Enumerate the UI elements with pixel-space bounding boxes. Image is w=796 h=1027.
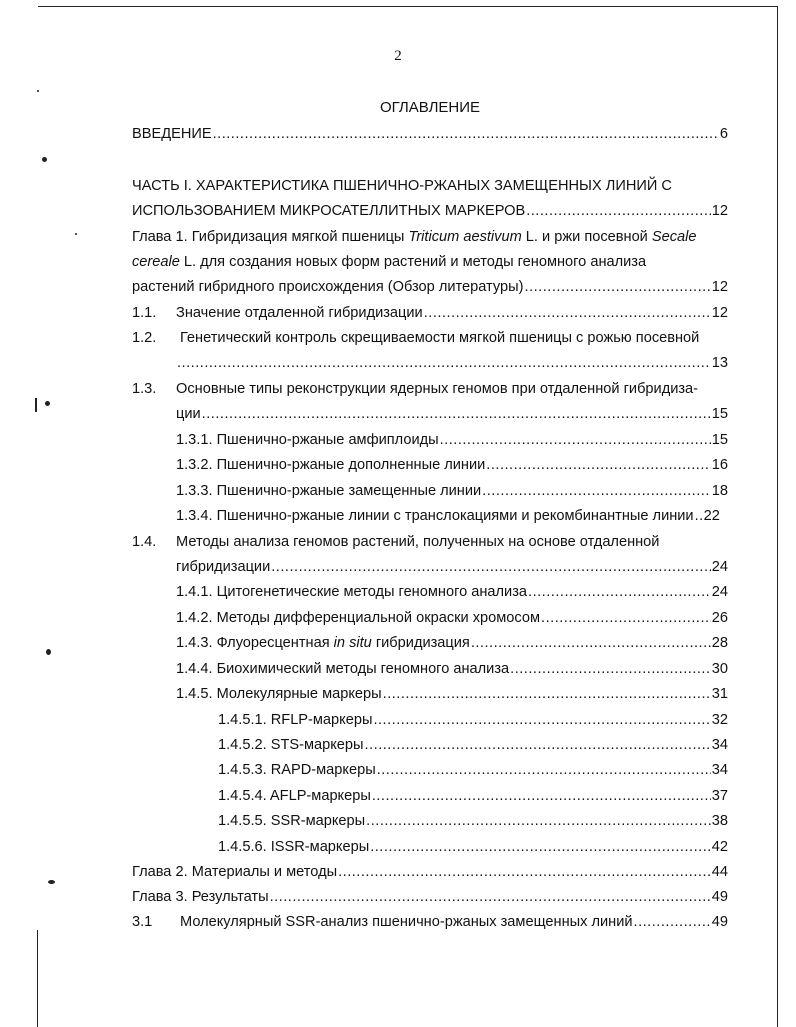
toc-entry-text: растений гибридного происхождения (Обзор литературы) — [132, 279, 524, 295]
scan-speck — [46, 649, 51, 655]
toc-entry-text: 1.3.3. Пшенично-ржаные замещенные линии — [176, 483, 482, 499]
leader-dots — [482, 481, 711, 501]
leader-dots — [373, 710, 710, 730]
scan-speck — [35, 398, 37, 412]
scan-border-right — [777, 6, 778, 1027]
leader-dots — [695, 506, 703, 526]
toc-page-number: 49 — [711, 914, 728, 930]
toc-entry-chapter3 — [132, 887, 728, 907]
toc-page-number: 12 — [711, 305, 728, 321]
toc-entry-1-4-5-2 — [218, 735, 728, 755]
toc-entry-1-3 — [176, 404, 728, 424]
leader-dots — [372, 786, 711, 806]
scan-border-top — [38, 6, 778, 7]
section-number: 1.3. — [132, 381, 157, 397]
toc-page-number: 12 — [711, 279, 728, 295]
leader-dots — [541, 608, 711, 628]
leader-dots — [377, 760, 711, 780]
toc-entry-text: 1.4.3. Флуоресцентная in situ гибридизация — [176, 635, 470, 651]
leader-dots — [271, 557, 711, 577]
toc-entry-text: 1.4.1. Цитогенетические методы геномного анализа — [176, 584, 528, 600]
toc-entry-text: Значение отдаленной гибридизации — [176, 305, 423, 321]
toc-page-number: 15 — [711, 406, 728, 422]
toc-page-number: 30 — [711, 661, 728, 677]
toc-page-number: 22 — [703, 508, 720, 524]
scan-speck — [42, 157, 47, 162]
toc-entry-1-4-5-6 — [218, 837, 728, 857]
leader-dots — [424, 303, 711, 323]
section-number: 1.4. — [132, 534, 157, 550]
leader-dots — [366, 811, 711, 831]
toc-entry-text: Глава 3. Результаты — [132, 889, 269, 905]
toc-entry-text: ВВЕДЕНИЕ — [132, 126, 212, 142]
toc-entry-1-3-3 — [176, 481, 728, 501]
toc-page-number: 24 — [711, 559, 728, 575]
leader-dots — [510, 659, 711, 679]
toc-page-number: 12 — [711, 203, 728, 219]
toc-title: ОГЛАВЛЕНИЕ — [379, 99, 481, 116]
toc-entry-1-4-3 — [176, 633, 728, 653]
part1-title-line1: ЧАСТЬ I. ХАРАКТЕРИСТИКА ПШЕНИЧНО-РЖАНЫХ ЗАМЕЩЕННЫХ ЛИНИЙ С — [132, 178, 672, 194]
toc-page-number: 6 — [719, 126, 728, 142]
toc-entry-1-4-5-1 — [218, 710, 728, 730]
section-number: 3.1 — [132, 914, 153, 930]
page-number: 2 — [394, 48, 402, 64]
toc-page-number: 24 — [711, 584, 728, 600]
toc-entry-text: Генетический контроль скрещиваемости мягкой пшеницы с рожью посевной — [180, 330, 700, 346]
chapter1-title-line1: Глава 1. Гибридизация мягкой пшеницы Triticum aestivum L. и ржи посевной Secale — [132, 229, 697, 245]
leader-dots — [383, 684, 711, 704]
leader-dots — [634, 912, 711, 932]
toc-page-number: 42 — [711, 839, 728, 855]
leader-dots — [338, 862, 711, 882]
toc-entry-text: Молекулярный SSR-анализ пшенично-ржаных замещенных линий — [180, 914, 633, 930]
toc-entry-text: Основные типы реконструкции ядерных геномов при отдаленной гибридиза- — [176, 381, 699, 397]
toc-page-number: 37 — [711, 788, 728, 804]
toc-entry-part1 — [132, 201, 728, 221]
leader-dots — [213, 124, 719, 144]
toc-entry-1-4-5-4 — [218, 786, 728, 806]
toc-entry-text: 1.4.4. Биохимический методы геномного анализа — [176, 661, 510, 677]
toc-entry-1-4-1 — [176, 582, 728, 602]
toc-entry-text: 1.4.5.4. AFLP-маркеры — [218, 788, 371, 804]
toc-entry-text: 1.4.2. Методы дифференциальной окраски хромосом — [176, 610, 541, 626]
toc-entry-chapter1 — [132, 277, 728, 297]
toc-entry-text: 1.4.5. Молекулярные маркеры — [176, 686, 382, 702]
leader-dots — [525, 277, 711, 297]
toc-entry-text: 1.3.2. Пшенично-ржаные дополненные линии — [176, 457, 486, 473]
leader-dots — [471, 633, 711, 653]
toc-page-number: 26 — [711, 610, 728, 626]
toc-entry-text: ИСПОЛЬЗОВАНИЕМ МИКРОСАТЕЛЛИТНЫХ МАРКЕРОВ — [132, 203, 526, 219]
toc-page-number: 32 — [711, 712, 728, 728]
toc-page-number: 16 — [711, 457, 728, 473]
leader-dots — [270, 887, 711, 907]
toc-entry-1-4-4 — [176, 659, 728, 679]
toc-page-number: 34 — [711, 737, 728, 753]
leader-dots — [486, 455, 710, 475]
toc-page-number: 38 — [711, 813, 728, 829]
toc-entry-1-4-2 — [176, 608, 728, 628]
toc-entry-chapter2 — [132, 862, 728, 882]
section-number: 1.1. — [132, 305, 157, 321]
section-number: 1.2. — [132, 330, 157, 346]
scan-speck — [48, 880, 55, 884]
scan-speck — [37, 90, 39, 92]
toc-entry-1-1 — [176, 303, 728, 323]
toc-entry-text: Глава 2. Материалы и методы — [132, 864, 338, 880]
scan-speck — [45, 401, 50, 406]
leader-dots — [370, 837, 711, 857]
toc-entry-text: 1.4.5.1. RFLP-маркеры — [218, 712, 373, 728]
toc-entry-1-4-5-5 — [218, 811, 728, 831]
toc-entry-1-4-5 — [176, 684, 728, 704]
toc-page-number: 15 — [711, 432, 728, 448]
toc-entry-1-3-1 — [176, 430, 728, 450]
toc-entry-text: 1.4.5.2. STS-маркеры — [218, 737, 364, 753]
toc-entry-1-3-4 — [176, 506, 728, 526]
toc-entry-1-2 — [176, 353, 728, 373]
toc-entry-1-4 — [176, 557, 728, 577]
toc-entry-text: ции — [176, 406, 201, 422]
leader-dots — [528, 582, 711, 602]
toc-page-number: 13 — [711, 355, 728, 371]
leader-dots — [177, 353, 711, 373]
toc-entry-1-3-2 — [176, 455, 728, 475]
toc-page-number: 28 — [711, 635, 728, 651]
toc-entry-text: 1.3.1. Пшенично-ржаные амфиплоиды — [176, 432, 439, 448]
toc-page-number: 31 — [711, 686, 728, 702]
leader-dots — [202, 404, 711, 424]
toc-entry-text: 1.4.5.3. RAPD-маркеры — [218, 762, 376, 778]
scan-speck — [75, 233, 77, 235]
toc-entry-text: 1.4.5.5. SSR-маркеры — [218, 813, 366, 829]
toc-entry-3-1 — [180, 912, 728, 932]
toc-entry-text: Методы анализа геномов растений, полученных на основе отдаленной — [176, 534, 660, 550]
toc-entry-1-4-5-3 — [218, 760, 728, 780]
toc-entry-text: 1.3.4. Пшенично-ржаные линии с транслокациями и рекомбинантные линии — [176, 508, 694, 524]
scan-border-left — [37, 930, 38, 1027]
toc-entry-intro — [132, 124, 728, 144]
toc-entry-text: гибридизации — [176, 559, 271, 575]
toc-page-number: 49 — [711, 889, 728, 905]
toc-page-number: 44 — [711, 864, 728, 880]
leader-dots — [440, 430, 711, 450]
toc-page-number: 34 — [711, 762, 728, 778]
leader-dots — [526, 201, 711, 221]
leader-dots — [365, 735, 711, 755]
toc-page-number: 18 — [711, 483, 728, 499]
toc-entry-text: 1.4.5.6. ISSR-маркеры — [218, 839, 370, 855]
chapter1-title-line2: cereale L. для создания новых форм растений и методы геномного анализа — [132, 254, 647, 270]
